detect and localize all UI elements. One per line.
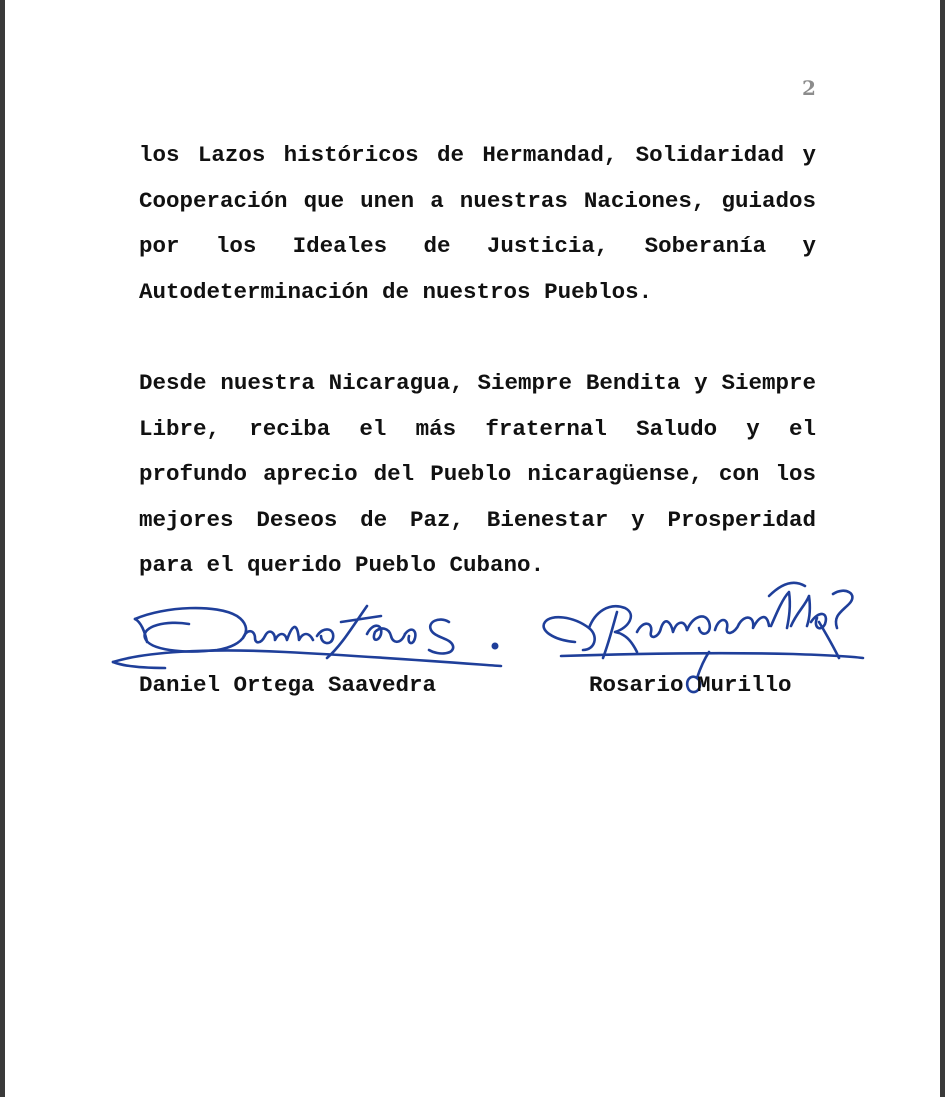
body-paragraph-1: los Lazos históricos de Hermandad, Solidaridad y Cooperación que unen a nuestras Naciones, guiados por los Ideales de Justicia, Soberanía y Autodeterminación de nuestros Pueblos.	[139, 142, 816, 305]
signature-daniel-ortega	[105, 592, 515, 682]
signer-name-daniel-ortega: Daniel Ortega Saavedra	[139, 672, 437, 698]
page-number: 2	[802, 76, 816, 100]
signer-name-rosario-murillo: Rosario Murillo	[589, 672, 792, 698]
body-paragraph-2: Desde nuestra Nicaragua, Siempre Bendita y Siempre Libre, reciba el más fraternal Saludo y el profundo aprecio del Pueblo nicaragüense, con los mejores Deseos de Paz, Bienestar y Prosperidad para el querido Pueblo Cubano.	[139, 370, 816, 579]
